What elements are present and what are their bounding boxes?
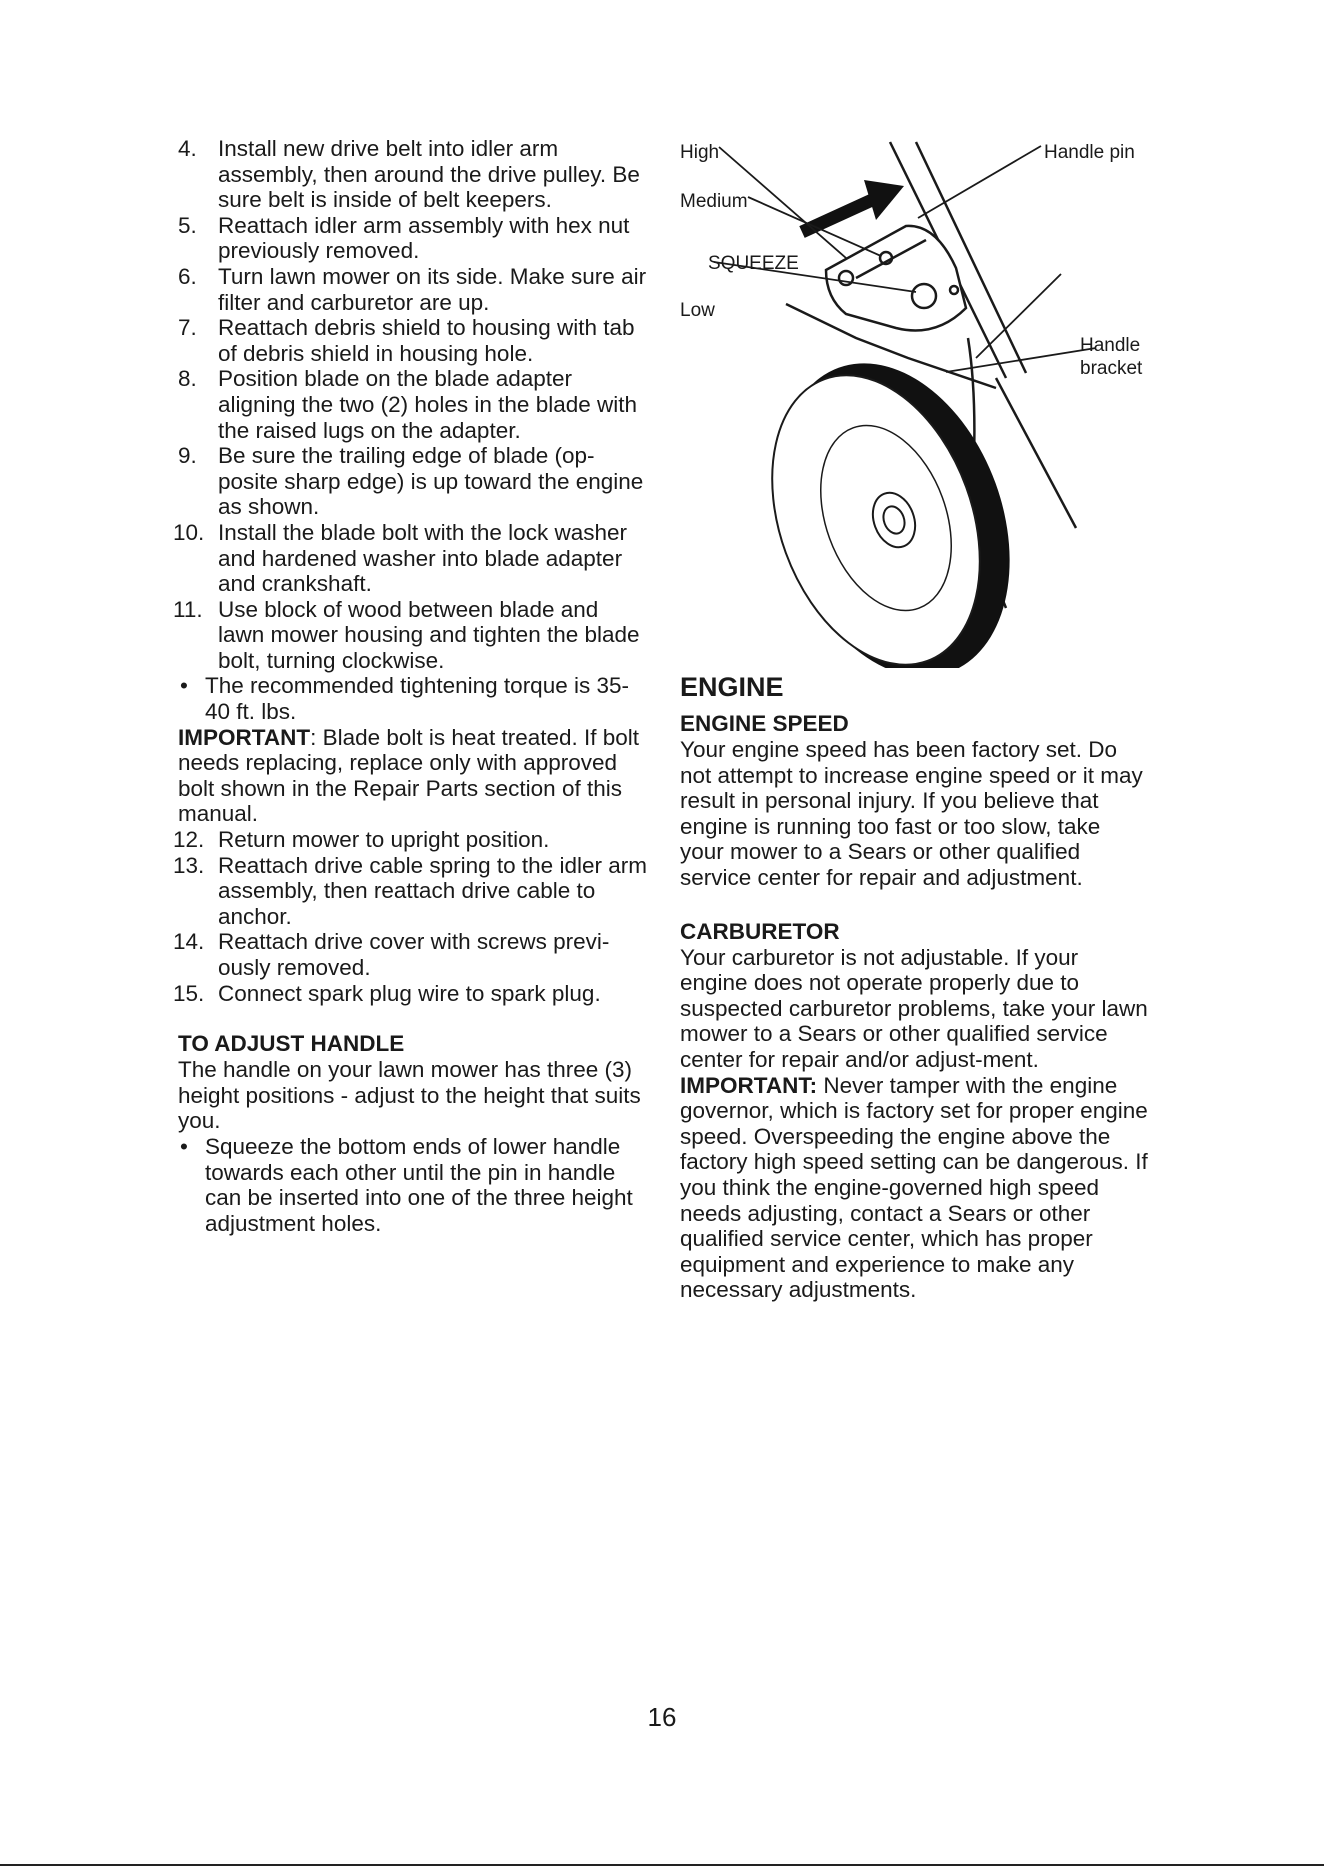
label-high: High [680,142,720,163]
adjust-handle-text: The handle on your lawn mower has three (3) height positions - adjust to the height that suits you. [178,1057,641,1134]
important-text: Never tamper with the engine governor, which is factory set for proper engine speed. Overspeeding the engine above the factory high speed setting can be dangerous. If you think the engine-governed high speed needs adjusting, contact a Sears or other qualified service center, which has proper equipment and experience to make any necessary adjustments. [680,1072,1148,1303]
step-text: Connect spark plug wire to spark plug. [218,980,601,1006]
mower-edge-line [996,378,1076,528]
squeeze-arrow-head [864,180,904,220]
step-item [173,519,648,597]
step-number: 4. [178,136,197,161]
step-text: Return mower to upright position. [218,827,550,853]
bottom-rule [0,1864,1324,1866]
step-text: Install new drive belt into idler arm assembly, then around the drive pulley. Be sure belt is inside of belt keepers. [218,136,640,213]
label-bracket: bracket [1080,358,1143,379]
step-text: Reattach drive cover with screws previ-ously removed. [218,929,610,980]
step-text: Position blade on the blade adapter aligning the two (2) holes in the blade with the raised lugs on the adapter. [218,366,638,443]
label-medium: Medium [680,191,748,212]
leader-handle-pin [918,146,1041,218]
step-item [173,929,648,980]
leader-handle-bracket [976,274,1061,358]
step-text: Reattach idler arm assembly with hex nut previously removed. [218,212,630,264]
handle-adjust-figure [676,128,1196,668]
step-number: 6. [178,263,197,289]
important-label: IMPORTANT [178,724,311,750]
label-handle: Handle [1080,335,1141,356]
left-column [173,136,648,1236]
torque-bullet [178,673,648,724]
step-text: Reattach drive cable spring to the idler arm assembly, then reattach drive cable to anchor. [218,852,647,929]
carburetor-heading: CARBURETOR [680,918,840,944]
step-item [178,264,648,315]
step-text: Install the blade bolt with the lock washer and hardened washer into blade adapter and crankshaft. [218,519,627,597]
step-text: Be sure the trailing edge of blade (op-posite sharp edge) is up toward the engine as shown. [218,443,644,520]
step-item [173,827,648,853]
label-squeeze: SQUEEZE [708,253,799,274]
engine-speed-text: Your engine speed has been factory set. Do not attempt to increase engine speed or it may result in personal injury. If you believe that engine is running too fast or too slow, take your mower to a Sears or other qualified service center for repair and adjustment. [680,737,1143,890]
step-item [178,366,648,443]
torque-text: The recommended tightening torque is 35-40 ft. lbs. [205,673,629,725]
squeeze-text: Squeeze the bottom ends of lower handle towards each other until the pin in handle can be inserted into one of the three height adjustment holes. [205,1133,633,1236]
step-item [178,136,648,213]
step-item [178,213,648,264]
important-note-right [680,1073,1150,1303]
steps-list-b [173,827,648,1006]
step-item [173,980,648,1007]
step-item [178,443,648,520]
right-column [680,672,1150,1303]
step-number: 11. [173,596,203,622]
step-number: 13. [173,852,205,878]
squeeze-bullet [178,1134,648,1236]
step-number: 8. [178,366,197,392]
step-text: Turn lawn mower on its side. Make sure air filter and carburetor are up. [218,263,647,315]
step-text: Reattach debris shield to housing with tab of debris shield in housing hole. [218,315,635,366]
bullet-dot: • [180,1133,188,1159]
label-low: Low [680,300,715,321]
step-text: Use block of wood between blade and lawn mower housing and tighten the blade bolt, turning clockwise. [218,596,640,673]
step-number: 10. [173,519,205,545]
step-number: 15. [173,980,205,1006]
bullet-dot: • [180,673,188,699]
important-label: IMPORTANT: [680,1072,818,1098]
leader-bracket-lower [946,348,1096,372]
step-number: 9. [178,443,197,469]
engine-speed-heading: ENGINE SPEED [680,711,849,736]
step-number: 14. [173,929,205,955]
steps-list-a [173,136,648,673]
step-item [178,315,648,366]
engine-heading: ENGINE [680,672,784,702]
important-note-left [178,725,648,827]
step-item [173,596,648,674]
squeeze-arrow [802,180,904,232]
step-number: 5. [178,212,197,238]
carburetor-text: Your carburetor is not adjustable. If your engine does not operate properly due to suspected carburetor problems, take your lawn mower to a Sears or other qualified service center for repair and/or adjust-ment. [680,944,1148,1072]
step-number: 12. [173,827,205,853]
important-text: : Blade bolt is heat treated. If bolt needs replacing, replace only with approved bolt shown in the Repair Parts section of this manual. [178,724,640,827]
page-number: 16 [647,1702,677,1732]
label-handle-pin: Handle pin [1044,142,1135,163]
adjust-handle-heading: TO ADJUST HANDLE [178,1031,405,1057]
step-item [173,852,648,930]
step-number: 7. [178,315,197,341]
squeeze-arrow-shaft [802,200,872,232]
wheel [734,331,1050,668]
